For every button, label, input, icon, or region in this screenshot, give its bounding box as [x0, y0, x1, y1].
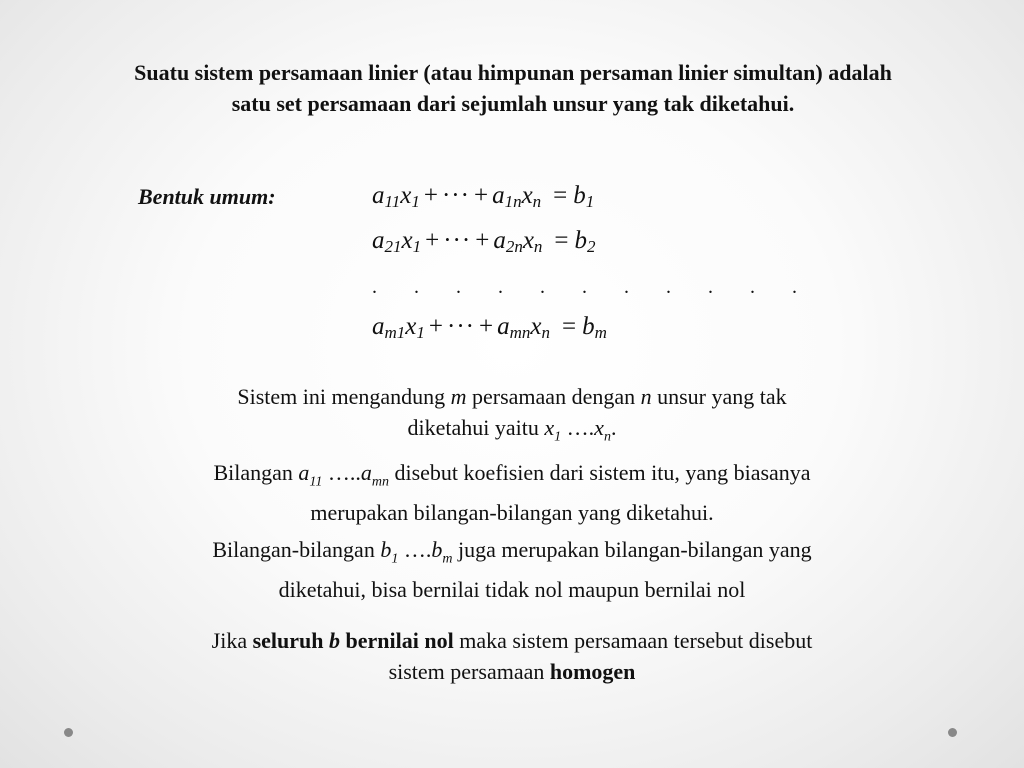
intro-text: Suatu sistem persamaan linier (atau himpunan persaman linier simultan) adalah satu set persamaan dari sejumlah unsur yang tak diketahui.	[134, 60, 892, 116]
paragraph-homogeneous: Jika seluruh b bernilai nol maka sistem persamaan tersebut disebut sistem persamaan homogen	[211, 628, 813, 684]
corner-dot-right	[948, 728, 957, 737]
equation-row-m: $a_{m1}x_1$ + ··· + $a_{mn}x_n = b_m$	[372, 313, 607, 342]
equation-row-2: $a_{21}x_1$ + ··· + $a_{2n}x_n = b_2$	[372, 227, 596, 256]
paragraph-system: Sistem ini mengandung m persamaan dengan n unsur yang tak diketahui yaitu $x_1$ $\dots.x_n$.	[237, 384, 787, 445]
form-label: Bentuk umum:	[138, 184, 276, 209]
paragraph-coefficients: Bilangan $a_{11}$ $\dots..a_{mn}$ disebut koefisien dari sistem itu, yang biasanya merupakan bilangan-bilangan yang diketahui.	[213, 460, 811, 526]
paragraph-constants: Bilangan-bilangan $b_1$ $\dots.b_m$ juga merupakan bilangan-bilangan yang diketahui, bisa bernilai tidak nol maupun bernilai nol	[212, 537, 812, 603]
equation-dots-row: . . . . . . . . . . .	[372, 276, 813, 298]
corner-dot-left	[64, 728, 73, 737]
equation-row-1: $a_{11}x_1$ + ··· + $a_{1n}x_n = b_1$	[372, 182, 595, 211]
